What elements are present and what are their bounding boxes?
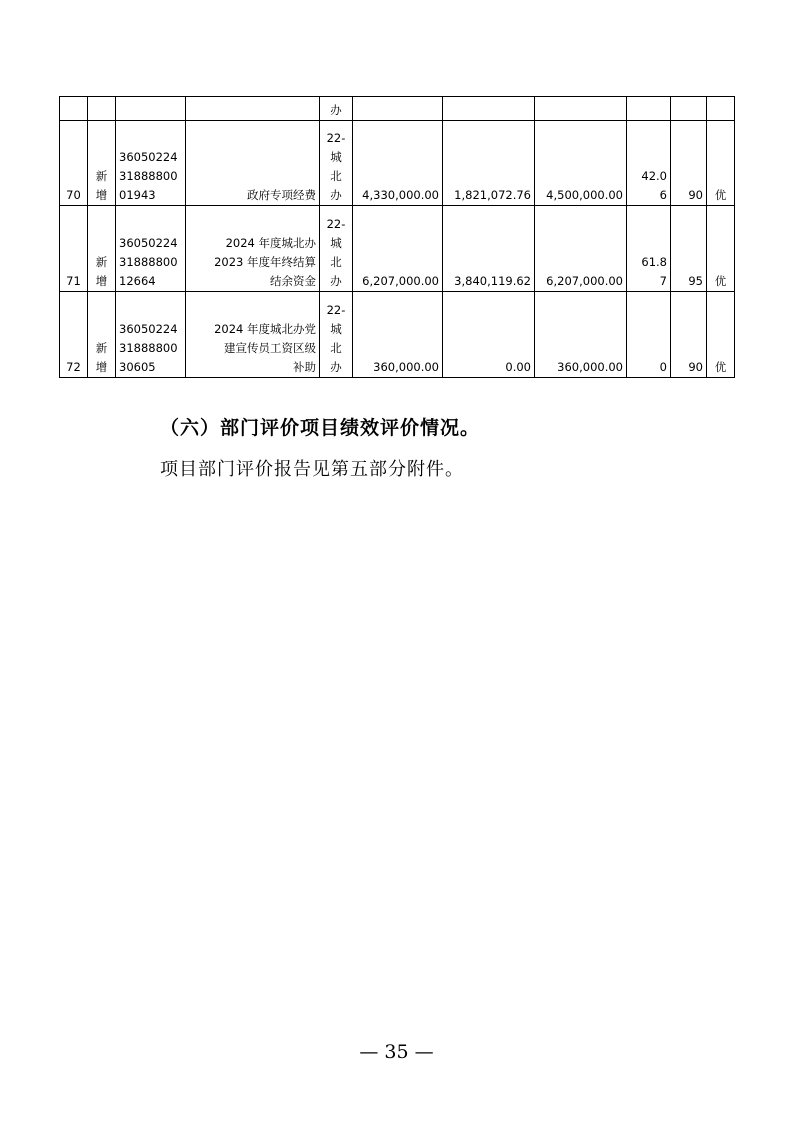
cell-executed: 3,840,119.62 [443, 206, 535, 292]
cell-rate: 0 [627, 292, 671, 378]
cell-no [60, 97, 88, 121]
cell-executed: 0.00 [443, 292, 535, 378]
section-body: 项目部门评价报告见第五部分附件。 [160, 459, 464, 480]
cell-rate: 42.0 6 [627, 121, 671, 206]
page-number: — 35 — [359, 1041, 434, 1063]
cell-score [671, 97, 707, 121]
cell-executed: 1,821,072.76 [443, 121, 535, 206]
cell-type: 新 增 [88, 206, 116, 292]
cell-no: 72 [60, 292, 88, 378]
cell-code: 36050224 31888800 12664 [116, 206, 186, 292]
cell-grade: 优 [707, 292, 735, 378]
table-row [60, 292, 735, 378]
cell-no: 70 [60, 121, 88, 206]
cell-executed [443, 97, 535, 121]
cell-grade: 优 [707, 121, 735, 206]
table-row [60, 206, 735, 292]
cell-unit: 办 [320, 97, 353, 121]
cell-unit: 22- 城 北 办 [320, 121, 353, 206]
cell-name: 政府专项经费 [186, 121, 320, 206]
cell-unit: 22- 城 北 办 [320, 292, 353, 378]
section-heading: （六）部门评价项目绩效评价情况。 [160, 417, 481, 439]
cell-name: 2024 年度城北办 2023 年度年终结算 结余资金 [186, 206, 320, 292]
cell-budget: 360,000.00 [353, 292, 443, 378]
cell-no: 71 [60, 206, 88, 292]
table-row-continued [60, 97, 735, 121]
table-row [60, 121, 735, 206]
cell-code [116, 97, 186, 121]
cell-grade [707, 97, 735, 121]
performance-table [59, 96, 735, 378]
cell-rate: 61.8 7 [627, 206, 671, 292]
cell-score: 95 [671, 206, 707, 292]
cell-score: 90 [671, 121, 707, 206]
cell-name [186, 97, 320, 121]
cell-type: 新 增 [88, 292, 116, 378]
cell-budget [353, 97, 443, 121]
cell-type [88, 97, 116, 121]
cell-score: 90 [671, 292, 707, 378]
cell-budget: 6,207,000.00 [353, 206, 443, 292]
cell-code: 36050224 31888800 01943 [116, 121, 186, 206]
cell-grade: 优 [707, 206, 735, 292]
cell-allocated: 360,000.00 [535, 292, 627, 378]
cell-unit: 22- 城 北 办 [320, 206, 353, 292]
cell-allocated [535, 97, 627, 121]
cell-budget: 4,330,000.00 [353, 121, 443, 206]
cell-name: 2024 年度城北办党 建宣传员工资区级 补助 [186, 292, 320, 378]
cell-allocated: 6,207,000.00 [535, 206, 627, 292]
cell-code: 36050224 31888800 30605 [116, 292, 186, 378]
cell-allocated: 4,500,000.00 [535, 121, 627, 206]
cell-type: 新 增 [88, 121, 116, 206]
cell-rate [627, 97, 671, 121]
